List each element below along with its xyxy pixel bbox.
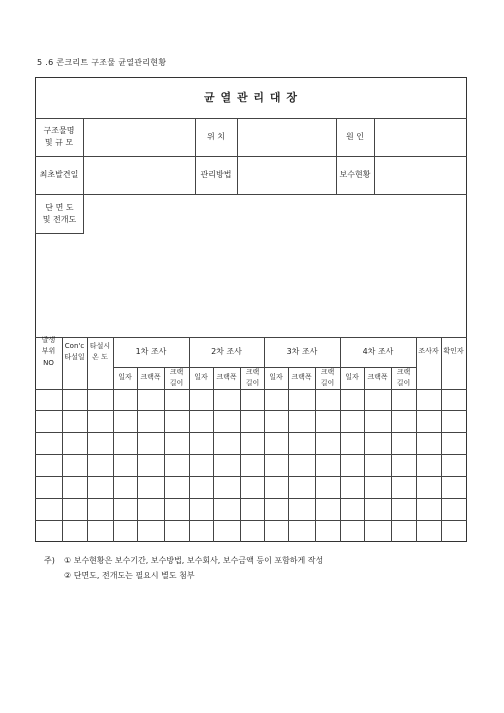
sub-header-crack-width: 크랙폭: [291, 373, 312, 382]
notes-prefix: 주): [44, 556, 55, 565]
note-item-1: ① 보수현황은 보수기간, 보수방법, 보수회사, 보수금액 등이 포함하게 작성: [64, 556, 324, 565]
col-divider: [240, 367, 241, 542]
round-2-header: 2차 조사: [211, 347, 242, 356]
pour-temperature-header: 타설시 온 도: [89, 341, 111, 361]
col-divider: [340, 337, 341, 542]
col-divider: [391, 367, 392, 542]
row-divider: [35, 476, 467, 477]
section-heading: 5 .6 콘크리트 구조물 균열관리현황: [37, 58, 167, 67]
col-divider: [195, 118, 196, 194]
row-divider: [35, 389, 467, 390]
row-divider: [35, 118, 467, 119]
row-divider: [35, 410, 467, 411]
col-divider: [164, 367, 165, 542]
col-divider: [137, 367, 138, 542]
col-divider: [237, 118, 238, 194]
sub-header-crack-length: 크랙 길이: [169, 367, 184, 387]
col-divider: [288, 367, 289, 542]
col-divider: [441, 337, 442, 542]
occurrence-part-header: 발생 부위 NO: [41, 336, 56, 367]
col-divider: [416, 337, 417, 542]
sub-header-crack-width: 크랙폭: [367, 373, 388, 382]
sub-header-date: 일자: [194, 373, 208, 382]
round-1-header: 1차 조사: [135, 347, 167, 356]
round-4-header: 4차 조사: [362, 347, 394, 356]
row-divider: [35, 194, 467, 195]
sub-header-crack-length: 크랙 길이: [396, 367, 411, 387]
col-divider: [113, 337, 114, 542]
sub-header-date: 일자: [269, 373, 283, 382]
first-found-date-label: 최초발견일: [39, 170, 79, 179]
sub-header-date: 일자: [118, 373, 132, 382]
confirmer-header: 확인자: [443, 347, 464, 356]
col-divider: [315, 367, 316, 542]
sub-header-date: 일자: [345, 373, 359, 382]
location-label: 위 치: [207, 132, 225, 141]
col-divider: [374, 118, 375, 194]
structure-name-label: 구조물명 및 규 모: [43, 126, 75, 147]
row-divider: [35, 156, 467, 157]
note-item-2: ② 단면도, 전개도는 필요시 별도 첨부: [64, 571, 195, 580]
col-divider: [87, 337, 88, 542]
crack-management-ledger: [35, 77, 467, 542]
col-divider: [189, 337, 190, 542]
col-divider: [336, 118, 337, 194]
section-drawing-label: 단 면 도 및 전개도: [42, 203, 77, 224]
repair-status-label: 보수현황: [339, 170, 371, 179]
sub-header-crack-width: 크랙폭: [216, 373, 237, 382]
concrete-pour-date-header: Con'c 타설일: [64, 341, 85, 361]
row-divider: [35, 498, 467, 499]
surveyor-header: 조사자: [418, 347, 439, 356]
round-3-header: 3차 조사: [286, 347, 318, 356]
col-divider: [364, 367, 365, 542]
col-divider: [264, 337, 265, 542]
sub-header-crack-length: 크랙 길이: [320, 367, 335, 387]
sub-header-crack-width: 크랙폭: [140, 373, 161, 382]
col-divider: [83, 118, 84, 194]
col-divider: [62, 337, 63, 542]
row-divider: [35, 520, 467, 521]
cause-label: 원 인: [346, 132, 364, 141]
management-method-label: 관리방법: [200, 170, 232, 179]
col-divider: [213, 367, 214, 542]
ledger-title: 균 열 관 리 대 장: [204, 90, 298, 104]
row-divider: [35, 454, 467, 455]
sub-header-crack-length: 크랙 길이: [245, 367, 260, 387]
row-divider: [35, 432, 467, 433]
